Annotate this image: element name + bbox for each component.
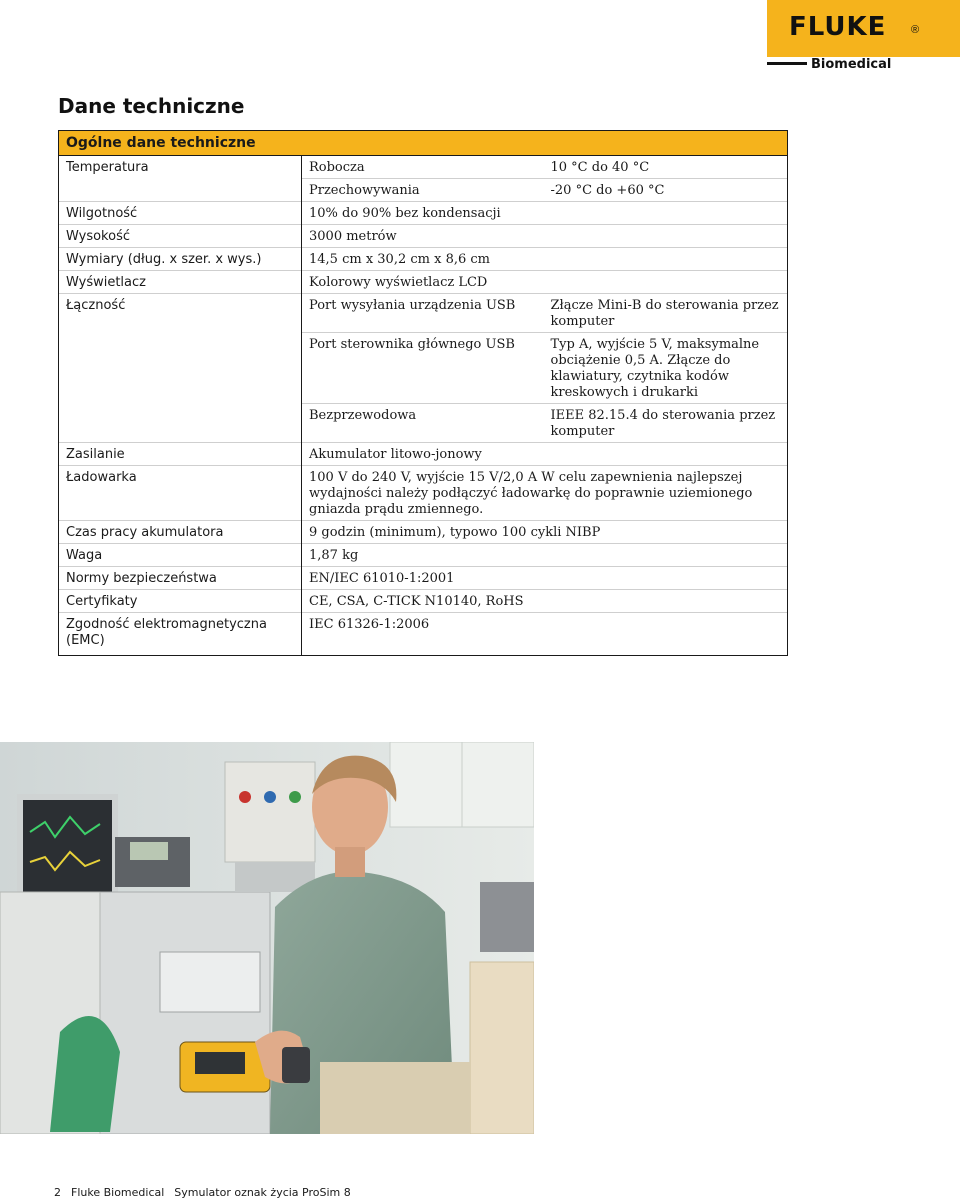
temperature-operating-label: Robocza: [302, 156, 544, 179]
table-row: [59, 225, 788, 248]
display-value: Kolorowy wyświetlacz LCD: [302, 271, 788, 294]
row-label-power: Zasilanie: [59, 443, 302, 466]
table-row: [59, 567, 788, 590]
table-row: [59, 521, 788, 544]
connectivity-item-name: Bezprzewodowa: [302, 404, 544, 443]
brand-logo: [767, 0, 960, 57]
row-label-temperature: Temperatura: [59, 156, 302, 179]
safety-value: EN/IEC 61010-1:2001: [302, 567, 788, 590]
row-label-dimensions: Wymiary (dług. x szer. x wys.): [59, 248, 302, 271]
table-row: [59, 466, 788, 521]
connectivity-item-name: Port sterownika głównego USB: [302, 333, 544, 404]
row-label-battery-life: Czas pracy akumulatora: [59, 521, 302, 544]
footer-product: Symulator oznak życia ProSim 8: [174, 1186, 351, 1199]
logo-division: Biomedical: [811, 57, 892, 72]
product-photo: [0, 742, 534, 1134]
table-row: [59, 294, 788, 333]
table-row: [59, 613, 788, 656]
row-label-certs: Certyfikaty: [59, 590, 302, 613]
emc-value: IEC 61326-1:2006: [302, 613, 788, 656]
table-row: [59, 333, 788, 404]
row-label-display: Wyświetlacz: [59, 271, 302, 294]
weight-value: 1,87 kg: [302, 544, 788, 567]
row-label-connectivity: Łączność: [59, 294, 302, 333]
connectivity-item-name: Port wysyłania urządzenia USB: [302, 294, 544, 333]
connectivity-item-value: Typ A, wyjście 5 V, maksymalne obciążenie 0,5 A. Złącze do klawiatury, czytnika kodów kreskowych i drukarki: [544, 333, 788, 404]
dimensions-value: 14,5 cm x 30,2 cm x 8,6 cm: [302, 248, 788, 271]
table-row: [59, 202, 788, 225]
spec-table-header-row: [59, 131, 788, 156]
connectivity-item-value: IEEE 82.15.4 do sterowania przez komputer: [544, 404, 788, 443]
row-label-humidity: Wilgotność: [59, 202, 302, 225]
footer-page-number: 2: [54, 1186, 61, 1199]
page-title: Dane techniczne: [58, 94, 245, 118]
table-row: [59, 179, 788, 202]
temperature-storage-value: -20 °C do +60 °C: [544, 179, 788, 202]
connectivity-item-value: Złącze Mini-B do sterowania przez komputer: [544, 294, 788, 333]
spec-table: [58, 130, 788, 656]
row-label-weight: Waga: [59, 544, 302, 567]
row-label-emc: Zgodność elektromagnetyczna (EMC): [59, 613, 302, 656]
row-label-safety: Normy bezpieczeństwa: [59, 567, 302, 590]
table-row: [59, 443, 788, 466]
spec-table-header: Ogólne dane techniczne: [59, 131, 788, 156]
logo-rule: [767, 62, 807, 65]
humidity-value: 10% do 90% bez kondensacji: [302, 202, 788, 225]
row-label-altitude: Wysokość: [59, 225, 302, 248]
logo-brand-text: FLUKE: [789, 12, 887, 42]
altitude-value: 3000 metrów: [302, 225, 788, 248]
table-row: [59, 156, 788, 179]
temperature-storage-label: Przechowywania: [302, 179, 544, 202]
charger-value: 100 V do 240 V, wyjście 15 V/2,0 A W celu zapewnienia najlepszej wydajności należy podłączyć ładowarkę do poprawnie uziemionego gniazda prądu zmiennego.: [302, 466, 788, 521]
page-footer: [54, 1186, 361, 1199]
table-row: [59, 544, 788, 567]
row-label-charger: Ładowarka: [59, 466, 302, 521]
table-row: [59, 590, 788, 613]
table-row: [59, 271, 788, 294]
table-row: [59, 248, 788, 271]
temperature-operating-value: 10 °C do 40 °C: [544, 156, 788, 179]
logo-registered-mark: ®: [911, 24, 920, 36]
footer-company: Fluke Biomedical: [71, 1186, 165, 1199]
table-row: [59, 404, 788, 443]
power-value: Akumulator litowo-jonowy: [302, 443, 788, 466]
battery-life-value: 9 godzin (minimum), typowo 100 cykli NIBP: [302, 521, 788, 544]
certs-value: CE, CSA, C-TICK N10140, RoHS: [302, 590, 788, 613]
